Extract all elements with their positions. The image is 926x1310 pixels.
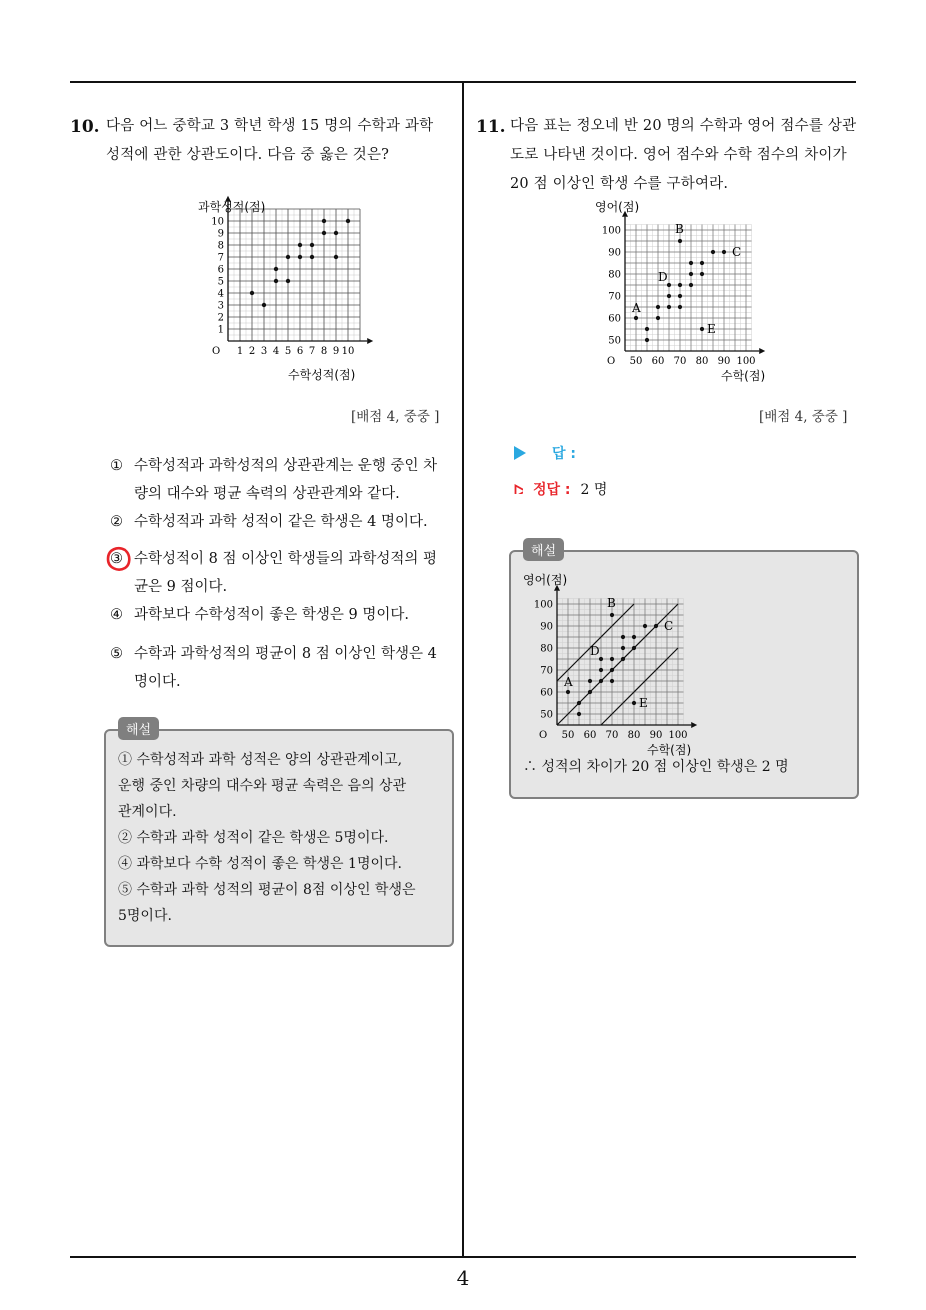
y-tick-label: 70 [540,665,553,677]
data-point [298,255,302,259]
option-text: 수학과 과학성적의 평균이 8 점 이상인 학생은 4 명이다. [134,646,437,690]
q10-score-meta: [배점 4, 중중 ] [351,409,440,425]
q11-text-line1: 다음 표는 정오네 반 20 명의 수학과 영어 점수를 상관 [510,118,857,134]
q10-explanation-line: ① 수학성적과 과학 성적은 양의 상관관계이고, [118,752,403,768]
y-tick-label: 7 [217,252,224,264]
y-tick-label: 80 [608,269,621,281]
q10-option-1[interactable] [110,452,450,508]
data-point [700,327,704,331]
x-tick-label: 6 [296,346,304,357]
option-text: 수학성적이 8 점 이상인 학생들의 과학성적의 평균은 9 점이다. [134,551,438,595]
data-point [334,255,338,259]
q10-explanation-line: ⑤ 수학과 과학 성적의 평균이 8점 이상인 학생은 [118,882,416,898]
y-tick-label: 1 [217,324,224,336]
data-point [632,646,636,650]
q11-explanation-conclusion: ∴ 성적의 차이가 20 점 이상인 학생은 2 명 [523,759,789,775]
y-tick-label: 2 [217,312,224,324]
x-tick-label: 100 [668,730,688,741]
q10-option-4[interactable] [110,601,450,629]
data-point [286,279,290,283]
q11-score-meta: [배점 4, 중중 ] [759,409,848,425]
x-tick-label: 90 [717,356,731,367]
origin-label: O [607,356,616,367]
y-tick-label: 90 [608,247,621,259]
y-tick-label: 4 [217,288,224,300]
option-text: 수학성적과 과학성적의 상관관계는 운행 중인 차량의 대수와 평균 속력의 상관관계와 같다. [134,458,438,502]
y-tick-label: 60 [540,687,553,699]
data-point [689,272,693,276]
data-point [700,272,704,276]
q11-number: 11. [476,117,506,137]
answer-label: 답 : [552,446,576,462]
data-point [711,250,715,254]
origin-label: O [539,730,548,741]
point-label: B [607,596,616,610]
x-tick-label: 10 [341,346,355,357]
data-point [632,635,636,639]
data-point [346,219,350,223]
q11-scatter-chart [585,196,785,386]
q10-option-3[interactable] [110,545,450,601]
correct-answer-label: 정답 : [533,482,571,498]
column-divider [462,81,464,1258]
data-point [656,316,660,320]
x-tick-label: 3 [260,346,268,357]
x-tick-label: 2 [248,346,256,357]
data-point [599,679,603,683]
x-tick-label: 60 [651,356,665,367]
data-point [250,291,254,295]
q10-explanation-tag: 해설 [118,717,159,740]
q10-text-line1: 다음 어느 중학교 3 학년 학생 15 명의 수학과 과학 [106,118,434,134]
x-axis-arrow-icon [367,338,373,344]
x-tick-label: 50 [561,730,575,741]
x-tick-label: 80 [627,730,641,741]
x-tick-label: 60 [583,730,597,741]
q10-scatter-chart [190,195,390,390]
q11-explanation-chart [517,568,717,758]
x-tick-label: 9 [332,346,340,357]
x-tick-label: 8 [320,346,328,357]
y-axis-label: 영어(점) [595,200,640,214]
data-point [656,305,660,309]
data-point [610,657,614,661]
option-text: 수학성적과 과학 성적이 같은 학생은 4 명이다. [134,514,428,530]
y-axis-label: 과학성적(점) [198,200,266,214]
data-point [599,668,603,672]
data-point [566,690,570,694]
data-point [621,635,625,639]
correct-answer-value: 2 명 [580,482,608,498]
origin-label: O [212,346,221,357]
point-label: D [658,270,668,284]
point-label: D [590,644,600,658]
data-point [577,712,581,716]
point-label: C [664,619,674,633]
data-point [678,305,682,309]
option-number: ① [110,458,123,474]
point-label: B [675,222,684,236]
data-point [274,267,278,271]
point-label: A [564,675,573,689]
x-tick-label: 100 [736,356,756,367]
data-point [610,668,614,672]
red-triangle-outline-icon [514,484,523,494]
data-point [689,283,693,287]
data-point [678,294,682,298]
point-label: E [707,322,716,336]
x-axis-label: 수학(점) [721,369,766,383]
y-tick-label: 90 [540,621,553,633]
data-point [577,701,581,705]
data-point [645,327,649,331]
x-tick-label: 1 [236,346,244,357]
q10-explanation-line: ② 수학과 과학 성적이 같은 학생은 5명이다. [118,830,389,846]
x-axis-arrow-icon [691,722,697,728]
data-point [310,243,314,247]
data-point [274,279,278,283]
q11-correct-answer [514,479,607,499]
x-tick-label: 70 [605,730,619,741]
data-point [334,231,338,235]
q10-explanation-line: 운행 중인 차량의 대수와 평균 속력은 음의 상관 [118,778,407,794]
x-tick-label: 80 [695,356,709,367]
x-tick-label: 50 [629,356,643,367]
q10-option-5[interactable] [110,640,450,696]
x-tick-label: 90 [649,730,663,741]
data-point [634,316,638,320]
data-point [645,338,649,342]
q11-explanation-tag: 해설 [523,538,564,561]
data-point [310,255,314,259]
data-point [588,690,592,694]
data-point [322,231,326,235]
data-point [632,701,636,705]
q10-explanation-box [104,729,454,947]
q10-number: 10. [70,117,100,137]
data-point [298,243,302,247]
data-point [621,646,625,650]
data-point [700,261,704,265]
y-tick-label: 5 [217,276,224,288]
data-point [643,624,647,628]
option-number: ④ [110,607,123,623]
y-tick-label: 10 [211,216,224,228]
data-point [654,624,658,628]
q10-text-line2: 성적에 관한 상관도이다. 다음 중 옳은 것은? [106,147,390,163]
data-point [286,255,290,259]
q10-explanation-line: 5명이다. [118,908,172,924]
bottom-rule [70,1256,856,1258]
option-number: ② [110,514,123,530]
answer-circle-mark [104,544,134,574]
y-tick-label: 6 [217,264,224,276]
page-number: 4 [456,1266,470,1290]
x-tick-label: 4 [272,346,280,357]
data-point [588,679,592,683]
x-axis-label: 수학성적(점) [288,368,356,382]
y-tick-label: 3 [217,300,224,312]
y-tick-label: 80 [540,643,553,655]
data-point [689,261,693,265]
x-tick-label: 70 [673,356,687,367]
point-label: E [639,696,648,710]
x-axis-label: 수학(점) [647,743,692,757]
q11-answer-blank [514,443,576,463]
q10-option-2[interactable] [110,508,450,536]
data-point [322,219,326,223]
y-tick-label: 50 [540,709,553,721]
option-number: ③ [110,551,123,567]
data-point [667,305,671,309]
data-point [678,239,682,243]
data-point [722,250,726,254]
point-label: C [732,245,742,259]
q10-explanation-line: ④ 과학보다 수학 성적이 좋은 학생은 1명이다. [118,856,402,872]
y-axis-label: 영어(점) [523,573,568,587]
q11-text-line3: 20 점 이상인 학생 수를 구하여라. [510,176,729,192]
q11-text-line2: 도로 나타낸 것이다. 영어 점수와 수학 점수의 차이가 [510,147,847,163]
x-tick-label: 7 [308,346,316,357]
y-tick-label: 60 [608,313,621,325]
data-point [621,657,625,661]
x-axis-arrow-icon [759,348,765,354]
data-point [667,294,671,298]
data-point [610,679,614,683]
y-tick-label: 100 [533,599,553,611]
y-tick-label: 50 [608,335,621,347]
q10-explanation-line: 관계이다. [118,804,177,820]
data-point [610,613,614,617]
option-number: ⑤ [110,646,123,662]
option-text: 과학보다 수학성적이 좋은 학생은 9 명이다. [134,607,409,623]
point-label: A [632,301,641,315]
y-tick-label: 8 [217,240,224,252]
y-tick-label: 9 [217,228,224,240]
y-tick-label: 100 [601,225,621,237]
blue-triangle-icon [514,446,526,460]
x-tick-label: 5 [284,346,292,357]
data-point [678,283,682,287]
data-point [262,303,266,307]
y-tick-label: 70 [608,291,621,303]
